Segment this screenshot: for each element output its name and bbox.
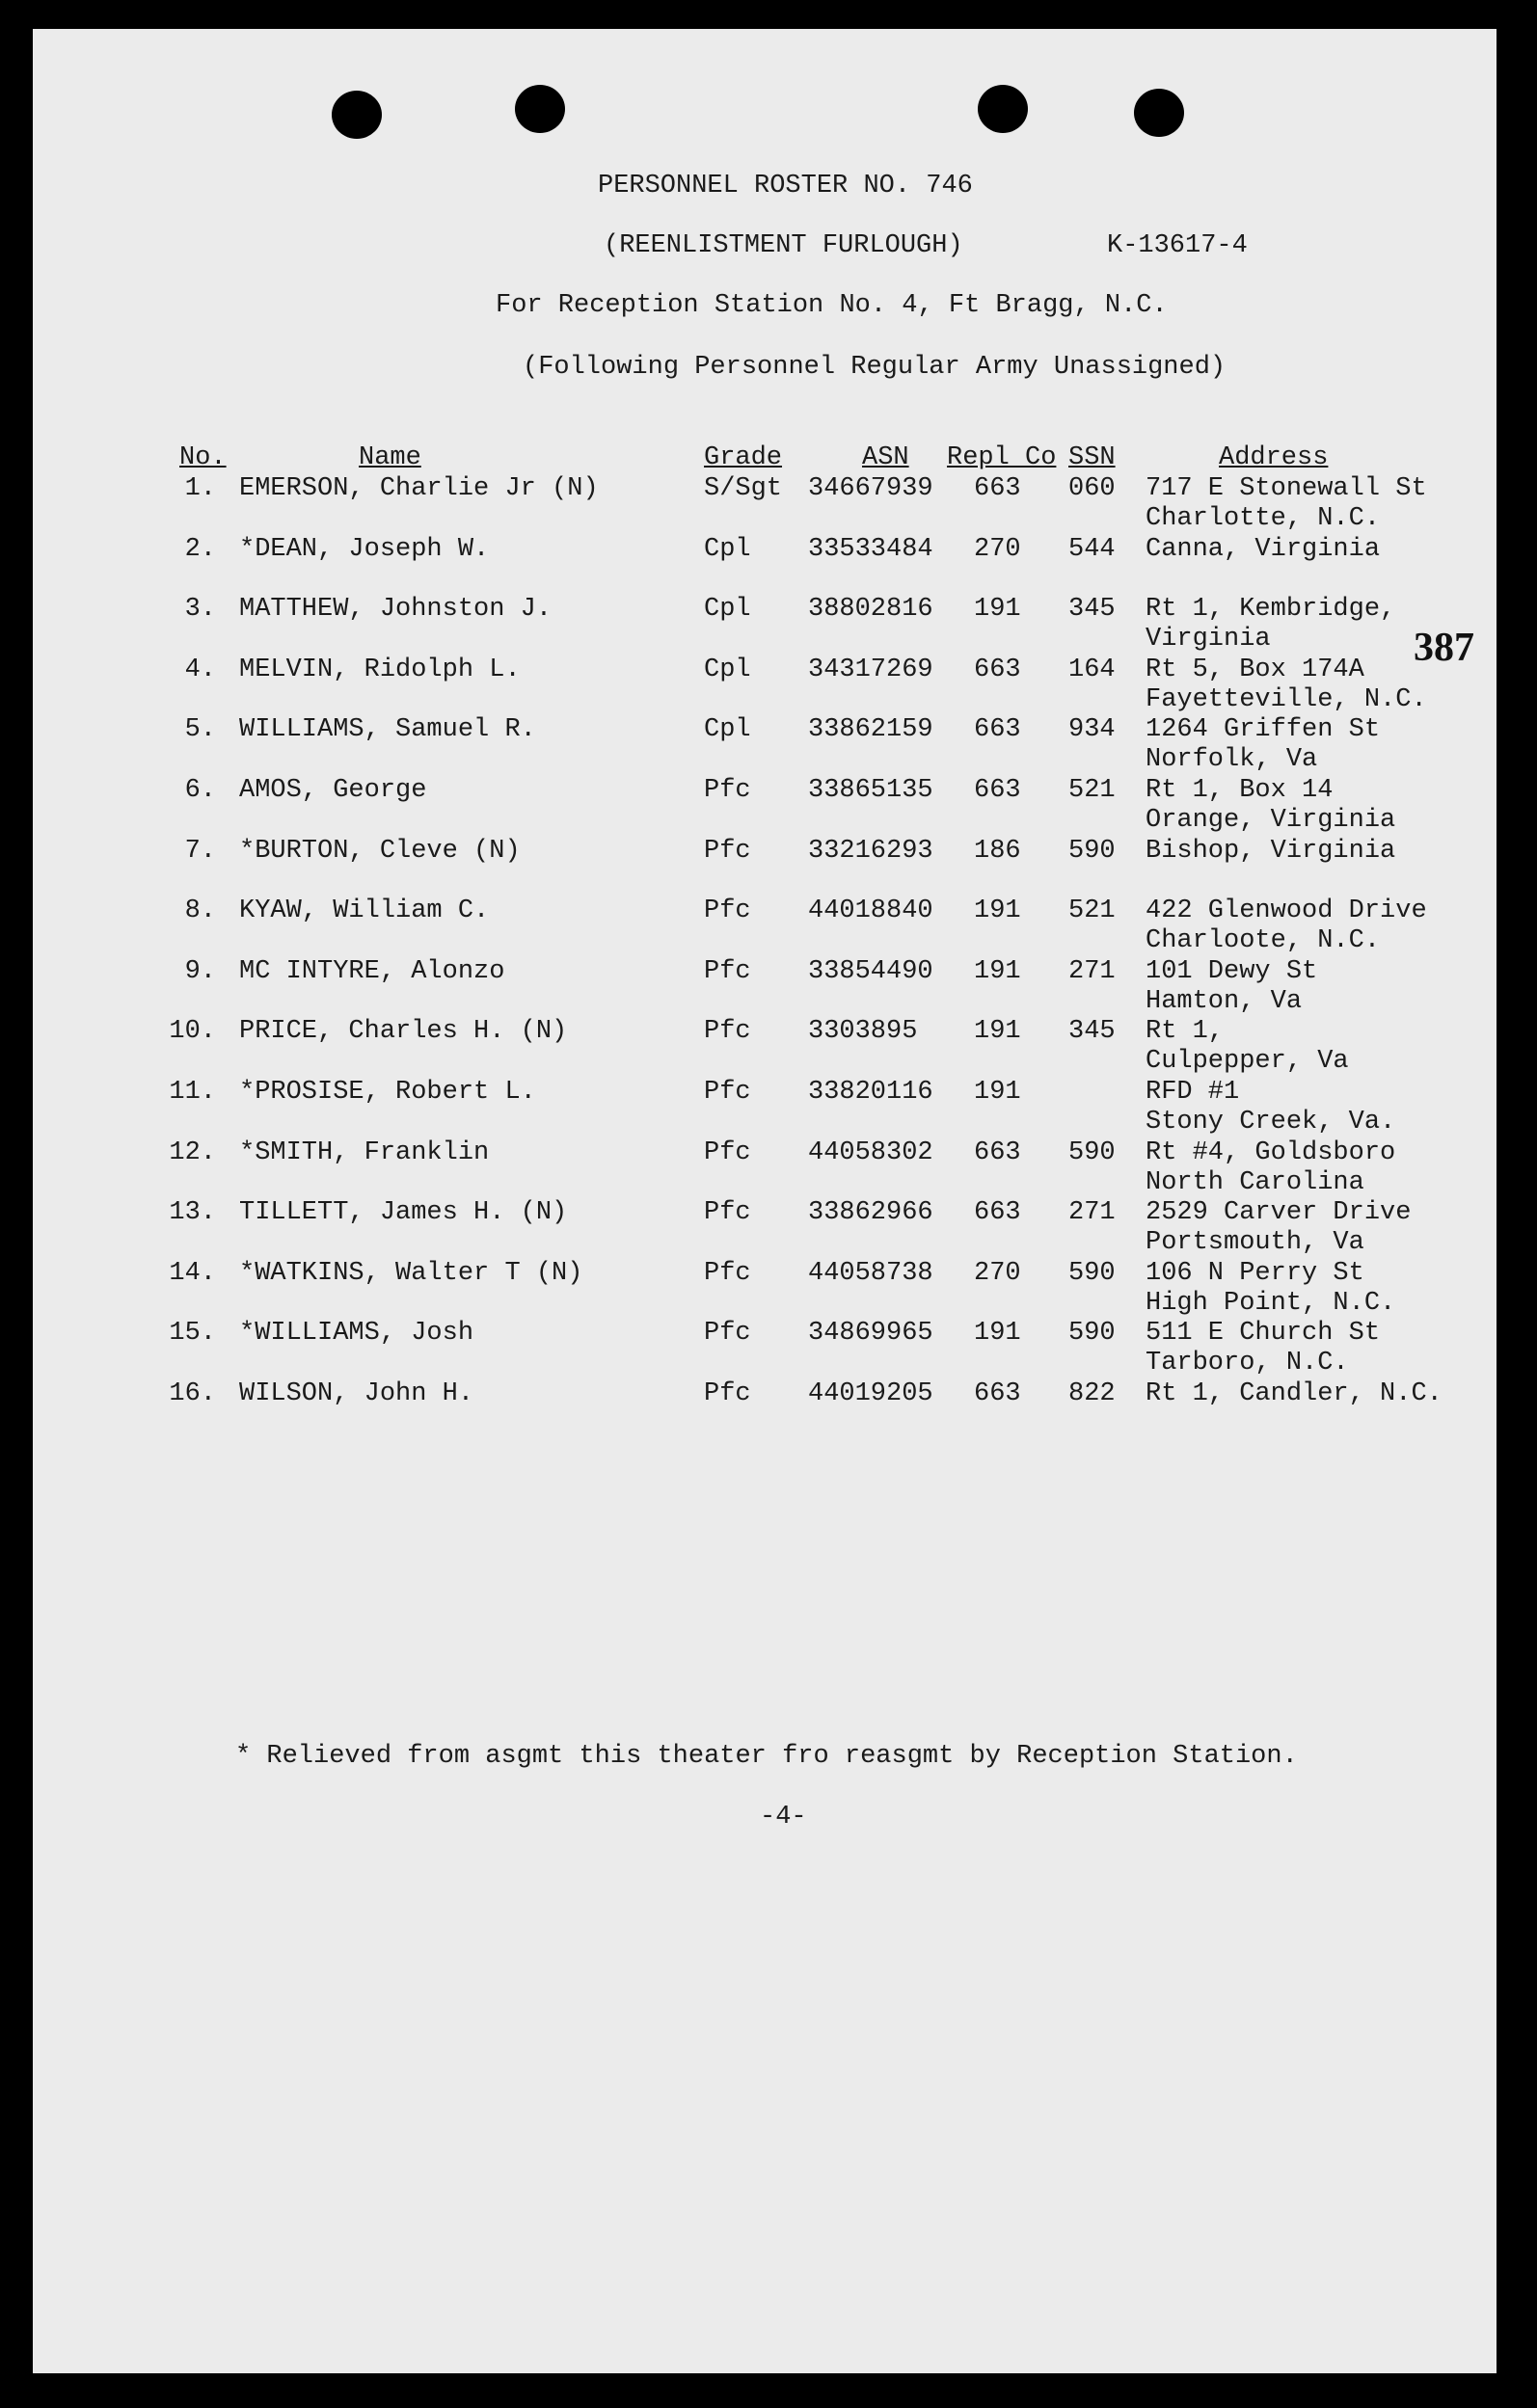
row-repl-co: 191 <box>974 1017 1021 1047</box>
row-grade: Pfc <box>704 1379 751 1408</box>
table-row <box>33 1017 1497 1077</box>
row-name: MELVIN, Ridolph L. <box>239 655 521 684</box>
row-address <box>1146 474 1427 534</box>
page-number: -4- <box>760 1803 807 1832</box>
row-grade: Pfc <box>704 896 751 926</box>
address-line: Charlotte, N.C. <box>1146 504 1381 533</box>
row-grade: Pfc <box>704 1137 751 1167</box>
address-line: Norfolk, Va <box>1146 745 1318 775</box>
row-number: 14. <box>169 1258 216 1288</box>
row-asn: 33820116 <box>808 1078 933 1107</box>
row-number: 9. <box>184 956 216 986</box>
address-line: RFD #1 <box>1146 1078 1240 1107</box>
row-asn: 34667939 <box>808 474 933 503</box>
row-repl-co: 663 <box>974 715 1021 745</box>
row-name: *SMITH, Franklin <box>239 1137 490 1167</box>
row-name: EMERSON, Charlie Jr (N) <box>239 474 599 503</box>
row-number: 2. <box>184 534 216 564</box>
row-repl-co: 663 <box>974 1137 1021 1167</box>
address-line: North Carolina <box>1146 1167 1364 1197</box>
row-number: 5. <box>184 715 216 745</box>
address-line: Culpepper, Va <box>1146 1047 1349 1077</box>
row-name: MC INTYRE, Alonzo <box>239 956 505 986</box>
table-row <box>33 595 1497 655</box>
station-line: For Reception Station No. 4, Ft Bragg, N.C. <box>496 291 1168 320</box>
row-ssn: 544 <box>1068 534 1116 564</box>
row-name: WILLIAMS, Samuel R. <box>239 715 536 745</box>
address-line: 1264 Griffen St <box>1146 715 1381 745</box>
row-repl-co: 191 <box>974 1319 1021 1349</box>
row-address <box>1146 896 1427 956</box>
row-name: *PROSISE, Robert L. <box>239 1078 536 1107</box>
column-header-asn: ASN <box>862 443 909 472</box>
table-row <box>33 474 1497 534</box>
row-name: PRICE, Charles H. (N) <box>239 1017 568 1047</box>
personnel-note: (Following Personnel Regular Army Unassigned) <box>523 353 1227 382</box>
row-number: 15. <box>169 1319 216 1349</box>
table-row <box>33 896 1497 956</box>
row-grade: Pfc <box>704 776 751 805</box>
column-header-name: Name <box>359 443 421 472</box>
column-header-grade: Grade <box>704 443 783 472</box>
row-name: KYAW, William C. <box>239 896 490 926</box>
row-address <box>1146 776 1395 836</box>
column-header-address: Address <box>1219 443 1329 472</box>
address-line: Orange, Virginia <box>1146 806 1396 835</box>
row-grade: Pfc <box>704 1017 751 1047</box>
address-line: Stony Creek, Va. <box>1146 1108 1396 1137</box>
reference-number: K-13617-4 <box>1107 231 1248 260</box>
address-line: Hamton, Va <box>1146 986 1303 1016</box>
row-ssn: 164 <box>1068 655 1116 684</box>
row-ssn: 934 <box>1068 715 1116 745</box>
row-asn: 33216293 <box>808 836 933 866</box>
row-grade: Pfc <box>704 1258 751 1288</box>
row-ssn: 590 <box>1068 1319 1116 1349</box>
row-grade: S/Sgt <box>704 474 783 503</box>
address-line: 511 E Church St <box>1146 1319 1381 1349</box>
row-number: 7. <box>184 836 216 866</box>
row-name: MATTHEW, Johnston J. <box>239 595 553 625</box>
row-grade: Cpl <box>704 715 751 745</box>
roster-page <box>33 29 1497 2373</box>
address-line: Charloote, N.C. <box>1146 926 1381 956</box>
column-header-repl: Repl Co <box>947 443 1057 472</box>
row-repl-co: 186 <box>974 836 1021 866</box>
table-row <box>33 1319 1497 1378</box>
row-ssn: 271 <box>1068 1198 1116 1228</box>
row-number: 10. <box>169 1017 216 1047</box>
row-repl-co: 663 <box>974 1198 1021 1228</box>
address-line: Tarboro, N.C. <box>1146 1349 1349 1378</box>
table-row <box>33 776 1497 836</box>
row-name: TILLETT, James H. (N) <box>239 1198 568 1228</box>
row-address <box>1146 535 1380 565</box>
address-line: Rt #4, Goldsboro <box>1146 1137 1396 1167</box>
row-number: 13. <box>169 1198 216 1228</box>
address-line: Rt 5, Box 174A <box>1146 655 1364 684</box>
row-grade: Pfc <box>704 1198 751 1228</box>
table-row <box>33 957 1497 1017</box>
table-row <box>33 715 1497 775</box>
row-repl-co: 270 <box>974 1258 1021 1288</box>
row-ssn: 590 <box>1068 836 1116 866</box>
row-address <box>1146 1078 1395 1137</box>
address-line: Fayetteville, N.C. <box>1146 684 1427 714</box>
row-asn: 44058302 <box>808 1137 933 1167</box>
row-asn: 34869965 <box>808 1319 933 1349</box>
row-address <box>1146 1017 1349 1077</box>
row-ssn: 521 <box>1068 776 1116 805</box>
row-number: 6. <box>184 776 216 805</box>
address-line: Canna, Virginia <box>1146 534 1381 564</box>
row-name: *BURTON, Cleve (N) <box>239 836 521 866</box>
table-row <box>33 656 1497 715</box>
row-grade: Pfc <box>704 956 751 986</box>
row-asn: 44058738 <box>808 1258 933 1288</box>
address-line: Rt 1, Candler, N.C. <box>1146 1379 1443 1408</box>
row-repl-co: 663 <box>974 474 1021 503</box>
table-row <box>33 1198 1497 1258</box>
row-grade: Cpl <box>704 534 751 564</box>
row-grade: Cpl <box>704 655 751 684</box>
row-address <box>1146 715 1380 775</box>
row-name: *WILLIAMS, Josh <box>239 1319 474 1349</box>
address-line: Virginia <box>1146 625 1271 655</box>
footnote: * Relieved from asgmt this theater fro reasgmt by Reception Station. <box>235 1742 1298 1771</box>
table-row <box>33 1379 1497 1439</box>
address-line: 2529 Carver Drive <box>1146 1198 1412 1228</box>
row-asn: 44018840 <box>808 896 933 926</box>
row-name: WILSON, John H. <box>239 1379 474 1408</box>
address-line: High Point, N.C. <box>1146 1288 1396 1318</box>
row-asn: 34317269 <box>808 655 933 684</box>
row-ssn: 521 <box>1068 896 1116 926</box>
row-number: 4. <box>184 655 216 684</box>
row-repl-co: 191 <box>974 956 1021 986</box>
row-address <box>1146 1198 1411 1258</box>
row-number: 8. <box>184 896 216 926</box>
address-line: 717 E Stonewall St <box>1146 474 1427 503</box>
row-ssn: 590 <box>1068 1258 1116 1288</box>
row-ssn: 822 <box>1068 1379 1116 1408</box>
row-name: *WATKINS, Walter T (N) <box>239 1258 583 1288</box>
punch-hole <box>332 91 382 139</box>
row-number: 1. <box>184 474 216 503</box>
row-grade: Pfc <box>704 1078 751 1107</box>
address-line: Rt 1, <box>1146 1017 1225 1047</box>
row-repl-co: 191 <box>974 595 1021 625</box>
punch-hole <box>1134 89 1184 137</box>
row-asn: 38802816 <box>808 595 933 625</box>
row-ssn: 345 <box>1068 595 1116 625</box>
row-number: 16. <box>169 1379 216 1408</box>
row-repl-co: 663 <box>974 776 1021 805</box>
table-row <box>33 1259 1497 1319</box>
punch-hole <box>978 85 1028 133</box>
row-grade: Cpl <box>704 595 751 625</box>
row-address <box>1146 957 1317 1017</box>
row-name: *DEAN, Joseph W. <box>239 534 490 564</box>
row-asn: 33862159 <box>808 715 933 745</box>
row-name: AMOS, George <box>239 776 427 805</box>
row-address <box>1146 837 1395 867</box>
row-repl-co: 191 <box>974 1078 1021 1107</box>
row-ssn: 590 <box>1068 1137 1116 1167</box>
row-repl-co: 270 <box>974 534 1021 564</box>
row-ssn: 345 <box>1068 1017 1116 1047</box>
table-row <box>33 535 1497 595</box>
column-header-no: No. <box>179 443 227 472</box>
row-asn: 44019205 <box>808 1379 933 1408</box>
row-asn: 3303895 <box>808 1017 918 1047</box>
row-grade: Pfc <box>704 836 751 866</box>
row-number: 3. <box>184 595 216 625</box>
row-asn: 33533484 <box>808 534 933 564</box>
page-stamp: 387 <box>1414 626 1474 670</box>
address-line: 106 N Perry St <box>1146 1258 1364 1288</box>
table-row <box>33 837 1497 896</box>
row-ssn: 271 <box>1068 956 1116 986</box>
row-address <box>1146 656 1427 715</box>
row-repl-co: 191 <box>974 896 1021 926</box>
address-line: 422 Glenwood Drive <box>1146 896 1427 926</box>
row-asn: 33865135 <box>808 776 933 805</box>
roster-subtitle: (REENLISTMENT FURLOUGH) <box>604 231 963 260</box>
column-header-ssn: SSN <box>1068 443 1116 472</box>
row-repl-co: 663 <box>974 655 1021 684</box>
address-line: Bishop, Virginia <box>1146 836 1396 866</box>
address-line: Rt 1, Box 14 <box>1146 776 1334 805</box>
row-grade: Pfc <box>704 1319 751 1349</box>
punch-hole <box>515 85 565 133</box>
row-repl-co: 663 <box>974 1379 1021 1408</box>
row-number: 12. <box>169 1137 216 1167</box>
address-line: Portsmouth, Va <box>1146 1228 1364 1258</box>
address-line: 101 Dewy St <box>1146 956 1318 986</box>
row-number: 11. <box>169 1078 216 1107</box>
row-address <box>1146 1319 1380 1378</box>
row-address <box>1146 1259 1395 1319</box>
table-row <box>33 1138 1497 1198</box>
table-row <box>33 1078 1497 1137</box>
row-address <box>1146 1138 1395 1198</box>
row-address <box>1146 1379 1443 1409</box>
roster-title: PERSONNEL ROSTER NO. 746 <box>598 172 973 201</box>
row-asn: 33862966 <box>808 1198 933 1228</box>
row-ssn: 060 <box>1068 474 1116 503</box>
row-asn: 33854490 <box>808 956 933 986</box>
address-line: Rt 1, Kembridge, <box>1146 595 1396 625</box>
row-address <box>1146 595 1395 655</box>
